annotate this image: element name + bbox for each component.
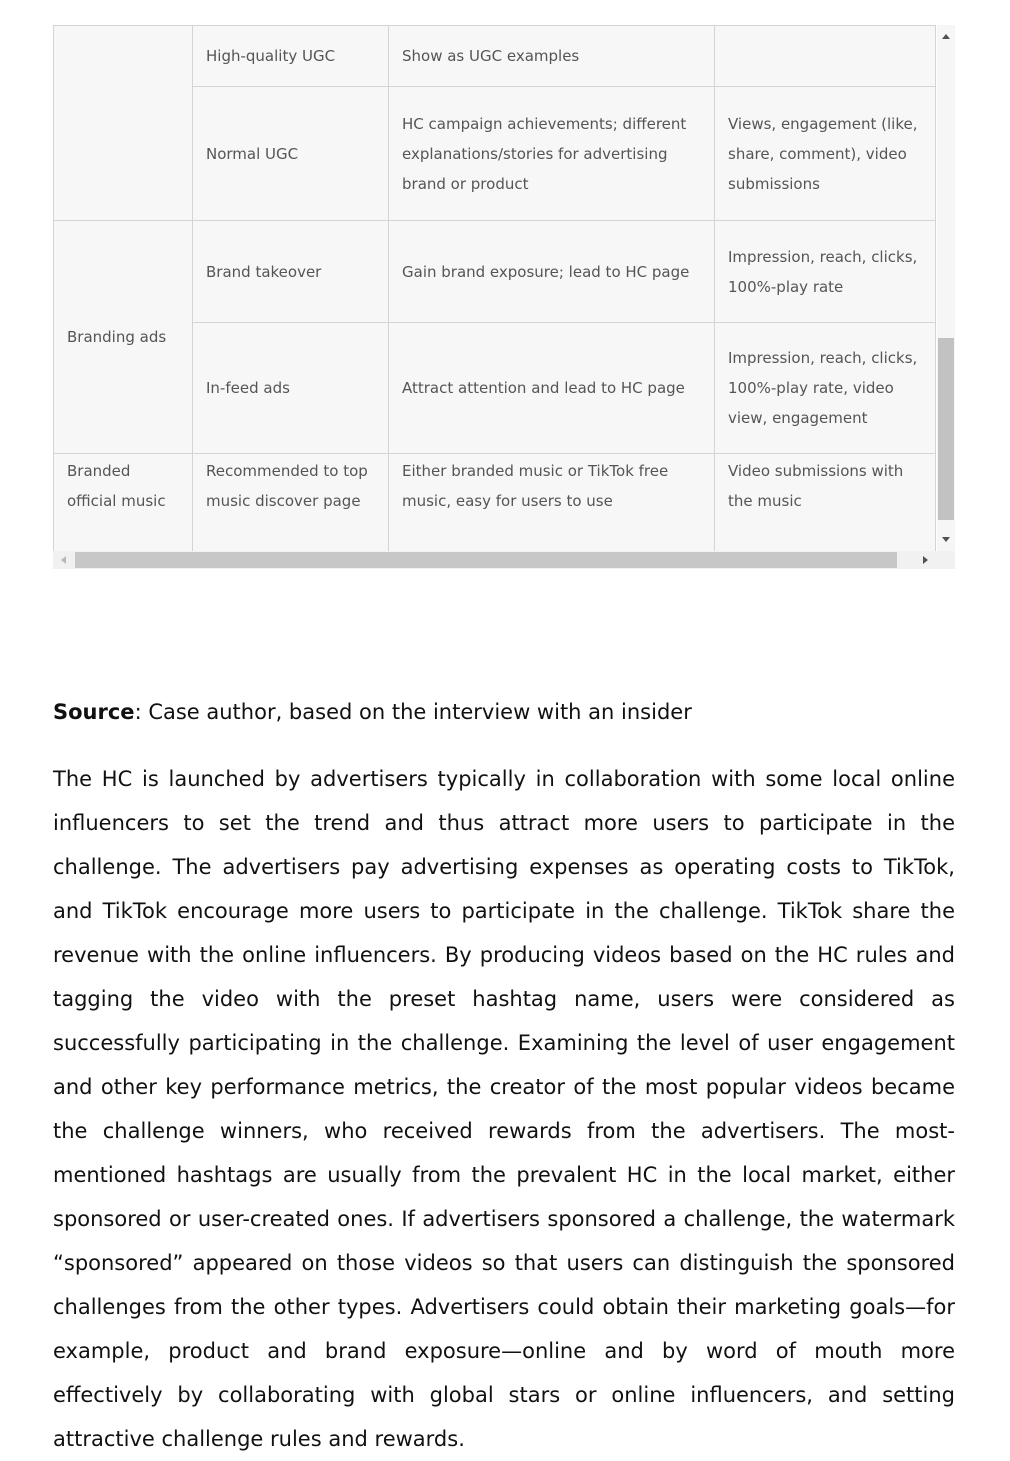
table-cell-type: In-feed ads [193, 323, 389, 454]
vertical-scrollbar[interactable] [937, 25, 955, 551]
horizontal-scrollbar[interactable] [53, 551, 955, 569]
source-caption [53, 697, 955, 727]
table-cell-purpose: HC campaign achievements; different explanations/stories for advertising brand or product [389, 87, 715, 221]
scroll-right-arrow-icon[interactable] [923, 556, 928, 564]
table-cell-kpi: Impression, reach, clicks, 100%-play rate, video view, engagement [715, 323, 936, 454]
campaign-table [53, 25, 936, 552]
table-cell-purpose: Show as UGC examples [389, 26, 715, 87]
source-text: : Case author, based on the interview with an insider [134, 700, 692, 724]
table-cell-group-empty [54, 26, 193, 221]
table-cell-type: Normal UGC [193, 87, 389, 221]
table-cell-kpi: Impression, reach, clicks, 100%-play rate [715, 221, 936, 323]
body-paragraph: The HC is launched by advertisers typically in collaboration with some local online influencers to set the trend and thus attract more users to participate in the challenge. The advertisers pay advertising expenses as operating costs to TikTok, and TikTok encourage more users to participate in the challenge. TikTok share the revenue with the online influencers. By producing videos based on the HC rules and tagging the video with the preset hashtag name, users were considered as successfully participating in the challenge. Examining the level of user engagement and other key performance metrics, the creator of the most popular videos became the challenge winners, who received rewards from the advertisers. The most-mentioned hashtags are usually from the prevalent HC in the local market, either sponsored or user-created ones. If advertisers sponsored a challenge, the watermark “sponsored” appeared on those videos so that users can distinguish the sponsored challenges from the other types. Advertisers could obtain their marketing goals—for example, product and brand exposure—online and by word of mouth more effectively by collaborating with global stars or online influencers, and setting attractive challenge rules and rewards. [53, 767, 955, 1451]
vertical-scroll-thumb[interactable] [938, 338, 954, 520]
scroll-up-arrow-icon[interactable] [942, 34, 950, 39]
table-cell-kpi [715, 26, 936, 87]
table-row [54, 26, 936, 87]
table-row [54, 221, 936, 323]
horizontal-scroll-thumb[interactable] [75, 552, 897, 568]
table-cell-group: Branded official music [54, 454, 193, 552]
table-cell-type: Brand takeover [193, 221, 389, 323]
table-cell-purpose: Attract attention and lead to HC page [389, 323, 715, 454]
scroll-down-arrow-icon[interactable] [942, 537, 950, 542]
table-cell-kpi: Video submissions with the music [715, 454, 936, 552]
table-row [54, 454, 936, 552]
table-scroll-container[interactable] [53, 25, 955, 569]
table-cell-type: Recommended to top music discover page [193, 454, 389, 552]
table-cell-type: High-quality UGC [193, 26, 389, 87]
table-cell-purpose: Gain brand exposure; lead to HC page [389, 221, 715, 323]
scroll-left-arrow-icon[interactable] [61, 556, 66, 564]
table-cell-kpi: Views, engagement (like, share, comment), video submissions [715, 87, 936, 221]
source-label: Source [53, 700, 135, 724]
table-cell-group: Branding ads [54, 221, 193, 454]
table-cell-purpose: Either branded music or TikTok free music, easy for users to use [389, 454, 715, 552]
